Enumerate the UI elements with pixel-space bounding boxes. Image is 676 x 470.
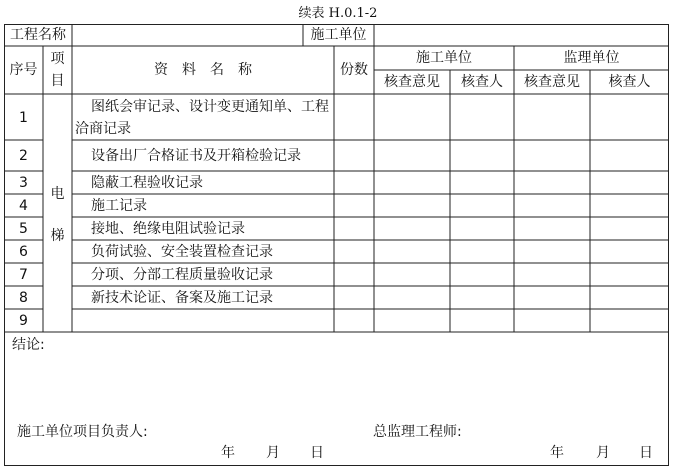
date-year-right: 年 xyxy=(550,445,564,461)
chief-supervisor-label: 总监理工程师: xyxy=(373,424,462,440)
col-copies-header: 份数 xyxy=(340,62,368,78)
date-day-right: 日 xyxy=(639,445,653,461)
row-no: 2 xyxy=(19,148,28,164)
project-name-label: 工程名称 xyxy=(10,27,66,43)
date-month-right: 月 xyxy=(596,445,610,461)
material-name: 接地、绝缘电阻试验记录 xyxy=(91,221,245,237)
construction-unit-label: 施工单位 xyxy=(310,27,367,43)
col-supervision-checker-header: 核查人 xyxy=(608,74,651,90)
date-year-left: 年 xyxy=(221,445,235,461)
row-no: 6 xyxy=(19,244,28,260)
row-no: 5 xyxy=(19,221,28,237)
material-name: 施工记录 xyxy=(91,198,147,214)
row-no: 4 xyxy=(19,198,28,214)
col-seq-header: 序号 xyxy=(9,62,38,78)
category-char-2: 梯 xyxy=(50,228,65,244)
col-construction-checker-header: 核查人 xyxy=(461,74,503,90)
material-name: 隐蔽工程验收记录 xyxy=(91,175,203,191)
col-construction-group-header: 施工单位 xyxy=(416,50,472,66)
row-no: 8 xyxy=(19,290,28,306)
material-name: 新技术论证、备案及施工记录 xyxy=(91,290,273,306)
col-material-name-header: 资 料 名 称 xyxy=(154,62,252,78)
date-day-left: 日 xyxy=(310,445,324,461)
conclusion-label: 结论: xyxy=(12,337,45,353)
row-no: 3 xyxy=(19,175,28,191)
col-supervision-group-header: 监理单位 xyxy=(563,50,620,66)
col-item-header-2: 目 xyxy=(50,73,65,89)
form-title: 续表 H.0.1-2 xyxy=(298,6,378,21)
row-no: 9 xyxy=(19,313,28,329)
category-char-1: 电 xyxy=(50,186,65,202)
material-name: 图纸会审记录、设计变更通知单、工程洽商记录 xyxy=(75,99,329,137)
col-supervision-opinion-header: 核查意见 xyxy=(524,74,580,90)
material-name: 设备出厂合格证书及开箱检验记录 xyxy=(91,148,301,164)
material-name: 分项、分部工程质量验收记录 xyxy=(91,267,273,283)
col-item-header-1: 项 xyxy=(50,51,65,67)
col-construction-opinion-header: 核查意见 xyxy=(384,74,440,90)
date-month-left: 月 xyxy=(266,445,280,461)
row-no: 1 xyxy=(19,110,28,126)
row-no: 7 xyxy=(19,267,28,283)
construction-manager-label: 施工单位项目负责人: xyxy=(17,424,148,440)
material-name: 负荷试验、安全装置检查记录 xyxy=(91,244,273,260)
